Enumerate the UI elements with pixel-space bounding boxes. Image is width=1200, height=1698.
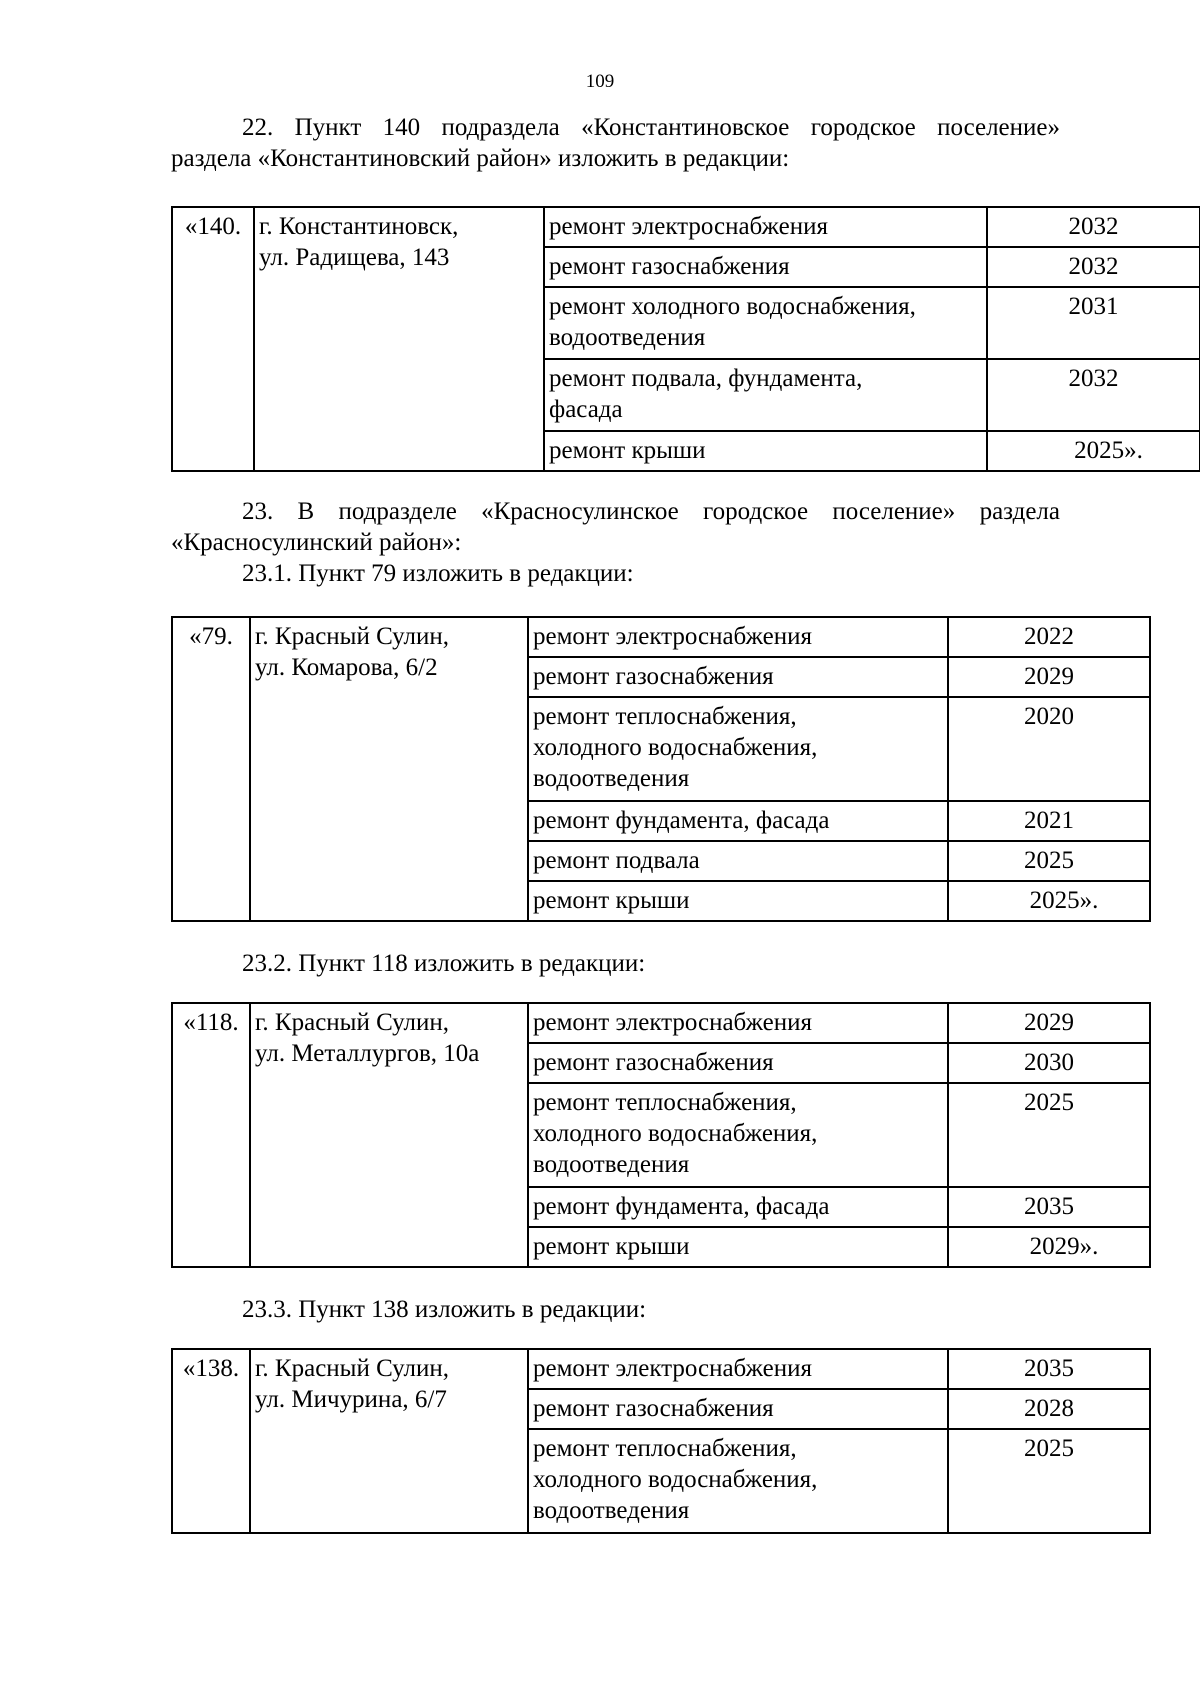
work-cell	[544, 287, 987, 359]
address-line2: ул. Металлургов, 10а	[255, 1040, 480, 1067]
work-cell: ремонт электроснабжения	[544, 207, 987, 247]
item-number: «138.	[172, 1349, 250, 1533]
address-cell	[250, 1349, 528, 1533]
work-line: водоотведения	[533, 765, 690, 792]
work-line: ремонт теплоснабжения,	[533, 1435, 797, 1462]
address-line2: ул. Радищева, 143	[259, 244, 450, 271]
section-23-1-heading: 23.1. Пункт 79 изложить в редакции:	[242, 560, 634, 587]
address-line1: г. Константиновск,	[259, 213, 459, 240]
year-cell: 2022	[948, 617, 1150, 657]
work-cell: ремонт крыши	[528, 1227, 948, 1267]
year-value: 2029».	[1029, 1233, 1099, 1260]
table-item-79	[171, 616, 1151, 922]
work-line: ремонт холодного водоснабжения,	[549, 293, 916, 320]
work-line: холодного водоснабжения,	[533, 1120, 818, 1147]
page-number: 109	[585, 71, 615, 92]
item-number: «140.	[172, 207, 254, 471]
work-line: ремонт подвала, фундамента,	[549, 365, 863, 392]
table-item-140	[171, 206, 1200, 472]
work-line: холодного водоснабжения,	[533, 734, 818, 761]
item-number: «79.	[172, 617, 250, 921]
table-item-118	[171, 1002, 1151, 1268]
work-cell: ремонт подвала	[528, 841, 948, 881]
work-cell: ремонт электроснабжения	[528, 1003, 948, 1043]
year-cell: 2032	[987, 359, 1200, 431]
year-cell	[987, 431, 1200, 471]
address-line1: г. Красный Сулин,	[255, 1355, 450, 1382]
table-item-138	[171, 1348, 1151, 1534]
section-23-heading-line1: 23. В подразделе «Красносулинское городское поселение» раздела	[242, 498, 1060, 525]
address-cell	[250, 1003, 528, 1267]
address-line1: г. Красный Сулин,	[255, 1009, 450, 1036]
work-line: водоотведения	[533, 1151, 690, 1178]
year-cell: 2025	[948, 1429, 1150, 1533]
work-line: ремонт теплоснабжения,	[533, 703, 797, 730]
year-cell: 2029	[948, 657, 1150, 697]
work-cell: ремонт электроснабжения	[528, 617, 948, 657]
year-cell: 2035	[948, 1349, 1150, 1389]
section-22-heading-line2: раздела «Константиновский район» изложить в редакции:	[171, 145, 790, 172]
year-cell: 2031	[987, 287, 1200, 359]
year-value: 2025».	[1029, 887, 1099, 914]
work-cell	[528, 1429, 948, 1533]
work-cell: ремонт фундамента, фасада	[528, 801, 948, 841]
year-cell: 2032	[987, 207, 1200, 247]
year-cell	[948, 881, 1150, 921]
address-cell	[254, 207, 544, 471]
address-line1: г. Красный Сулин,	[255, 623, 450, 650]
work-cell: ремонт газоснабжения	[528, 1389, 948, 1429]
work-cell	[544, 359, 987, 431]
work-cell: ремонт электроснабжения	[528, 1349, 948, 1389]
work-cell: ремонт крыши	[528, 881, 948, 921]
section-22-heading-line1: 22. Пункт 140 подраздела «Константиновское городское поселение»	[242, 114, 1060, 141]
address-cell	[250, 617, 528, 921]
year-cell: 2029	[948, 1003, 1150, 1043]
work-cell: ремонт фундамента, фасада	[528, 1187, 948, 1227]
year-cell: 2020	[948, 697, 1150, 801]
section-23-3-heading: 23.3. Пункт 138 изложить в редакции:	[242, 1296, 647, 1323]
year-cell: 2025	[948, 1083, 1150, 1187]
year-cell: 2035	[948, 1187, 1150, 1227]
work-line: ремонт теплоснабжения,	[533, 1089, 797, 1116]
item-number: «118.	[172, 1003, 250, 1267]
year-cell: 2028	[948, 1389, 1150, 1429]
work-cell: ремонт газоснабжения	[544, 247, 987, 287]
work-cell	[528, 1083, 948, 1187]
work-line: водоотведения	[549, 324, 706, 351]
year-cell	[948, 1227, 1150, 1267]
year-cell: 2025	[948, 841, 1150, 881]
work-line: фасада	[549, 396, 623, 423]
address-line2: ул. Комарова, 6/2	[255, 654, 438, 681]
address-line2: ул. Мичурина, 6/7	[255, 1386, 447, 1413]
year-value: 2025».	[1074, 437, 1143, 464]
work-cell	[528, 697, 948, 801]
work-cell: ремонт газоснабжения	[528, 657, 948, 697]
year-cell: 2030	[948, 1043, 1150, 1083]
work-line: водоотведения	[533, 1497, 690, 1524]
section-23-heading-line2: «Красносулинский район»:	[171, 529, 462, 556]
section-23-2-heading: 23.2. Пункт 118 изложить в редакции:	[242, 950, 646, 977]
work-line: холодного водоснабжения,	[533, 1466, 818, 1493]
year-cell: 2021	[948, 801, 1150, 841]
work-cell: ремонт газоснабжения	[528, 1043, 948, 1083]
year-cell: 2032	[987, 247, 1200, 287]
work-cell: ремонт крыши	[544, 431, 987, 471]
